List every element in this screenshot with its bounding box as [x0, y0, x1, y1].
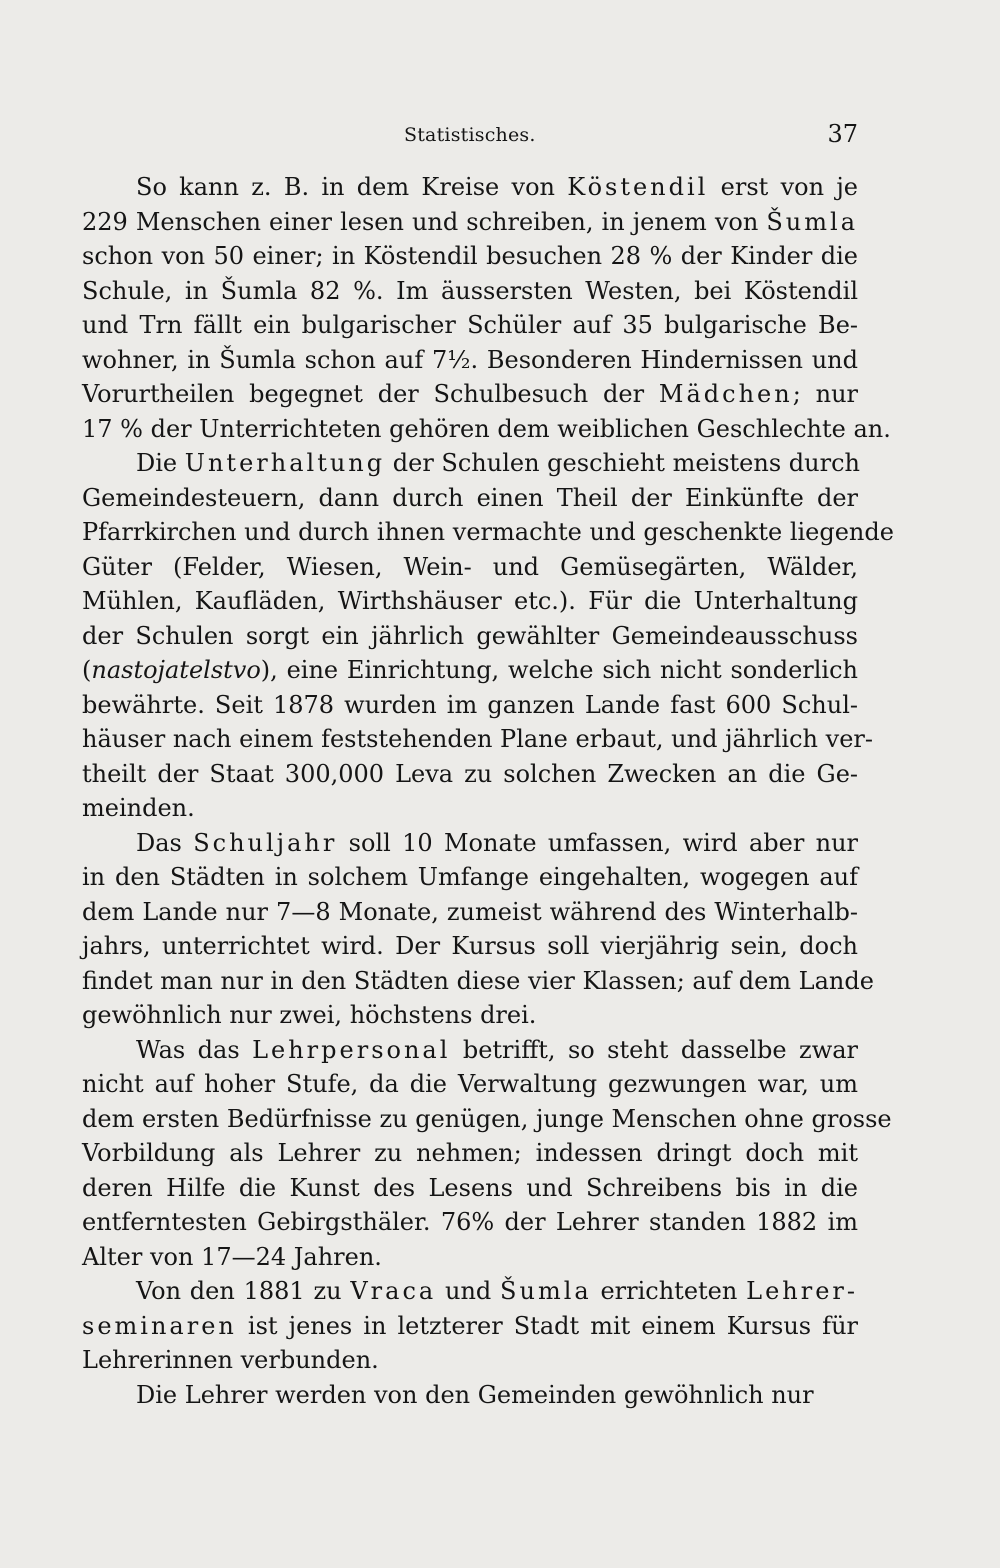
text-line [82, 1033, 858, 1068]
text-run: in den Städten in solchem Umfange eingehalten, wogegen auf [82, 863, 858, 891]
text-line [82, 412, 891, 447]
text-run: Die Lehrer werden von den Gemeinden gewöhnlich nur [136, 1380, 814, 1409]
paragraph [82, 170, 891, 446]
text-run: Vorurtheilen begegnet der Schulbesuch der [82, 380, 659, 408]
text-line [82, 860, 858, 895]
text-run: ), eine Einrichtung, welche sich nicht sonderlich [260, 656, 858, 684]
text-run: dem ersten Bedürfnisse zu genügen, junge Menschen ohne grosse [82, 1104, 892, 1133]
text-run: schon von 50 einer; in Köstendil besuchen 28 % der Kinder die [82, 242, 858, 270]
text-line [82, 1136, 858, 1171]
text-line [82, 757, 858, 792]
text-line [82, 619, 858, 654]
text-line [82, 274, 858, 309]
text-line [82, 1171, 858, 1206]
text-line [82, 1102, 892, 1137]
text-line [82, 998, 858, 1033]
text-run: Vorbildung als Lehrer zu nehmen; indessen dringt doch mit [82, 1139, 858, 1167]
text-line [82, 1309, 858, 1344]
text-line [82, 791, 858, 826]
text-run: häuser nach einem feststehenden Plane erbaut, und jährlich ver- [82, 725, 873, 753]
text-line [82, 1274, 858, 1309]
text-line [82, 929, 858, 964]
text-line [82, 722, 873, 757]
text-run: theilt der Staat 300,000 Leva zu solchen Zwecken an die Ge- [82, 759, 858, 788]
text-run: gewöhnlich nur zwei, höchstens drei. [82, 1001, 537, 1029]
spaced-text: Mädchen [658, 380, 793, 408]
body-text [82, 170, 894, 1412]
text-line [82, 1205, 858, 1240]
page-header [82, 120, 858, 154]
spaced-text: Lehrpersonal [252, 1035, 451, 1064]
spaced-text: Šumla [766, 207, 858, 236]
text-run: entferntesten Gebirgsthäler. 76% der Lehrer standen 1882 im [82, 1208, 858, 1236]
text-run: So kann z. B. in dem Kreise von [136, 173, 568, 201]
paragraph [82, 1378, 858, 1413]
text-run: Schule, in Šumla 82 %. Im äussersten Westen, bei Köstendil [82, 276, 858, 305]
spaced-text: Šumla [500, 1277, 592, 1305]
text-line [82, 205, 858, 240]
text-line [82, 481, 858, 516]
text-run: Güter (Felder, Wiesen, Wein- und Gemüsegärten, Wälder, [82, 552, 858, 581]
text-run: meinden. [82, 794, 195, 822]
text-line [82, 343, 858, 378]
text-run: der Schulen sorgt ein jährlich gewählter Gemeindeausschuss [82, 621, 858, 650]
text-line [82, 446, 858, 481]
text-run: ( [82, 656, 92, 684]
text-run: Lehrerinnen verbunden. [82, 1346, 379, 1374]
text-line [82, 895, 858, 930]
text-line [82, 515, 894, 550]
text-run: errichteten [591, 1277, 747, 1305]
text-run: 17 % der Unterrichteten gehören dem weiblichen Geschlechte an. [82, 414, 891, 443]
spaced-text: Unterhaltung [184, 449, 386, 477]
text-run: Das [136, 828, 194, 857]
running-head: Statistisches. [404, 124, 536, 146]
text-run: bewährte. Seit 1878 wurden im ganzen Lande fast 600 Schul- [82, 690, 858, 719]
text-run: erst von je [708, 173, 858, 201]
italic-text: nastojatelstvo [91, 656, 261, 684]
text-run: nicht auf hoher Stufe, da die Verwaltung gezwungen war, um [82, 1070, 858, 1098]
text-line [82, 377, 858, 412]
text-run: und [436, 1277, 501, 1305]
text-run: ist jenes in letzterer Stadt mit einem Kursus für [236, 1311, 858, 1340]
spaced-text: Köstendil [567, 173, 709, 201]
text-run: jahrs, unterrichtet wird. Der Kursus soll vierjährig sein, doch [82, 932, 858, 960]
paragraph [82, 1274, 858, 1378]
text-line [82, 1067, 858, 1102]
text-line [82, 550, 858, 585]
text-line [82, 308, 858, 343]
text-run: Von den 1881 zu [136, 1277, 351, 1305]
text-run: Mühlen, Kaufläden, Wirthshäuser etc.). Für die Unterhaltung [82, 587, 858, 615]
text-run: deren Hilfe die Kunst des Lesens und Schreibens bis in die [82, 1173, 858, 1202]
text-line [82, 964, 874, 999]
paragraph [82, 1033, 892, 1275]
text-run: findet man nur in den Städten diese vier Klassen; auf dem Lande [82, 966, 874, 995]
text-line [82, 688, 858, 723]
text-run: ; nur [792, 380, 858, 408]
text-line [82, 653, 858, 688]
spaced-text: Lehrer- [746, 1277, 858, 1305]
text-line [82, 170, 858, 205]
text-line [82, 239, 858, 274]
text-run: wohner, in Šumla schon auf 7½. Besonderen Hindernissen und [82, 345, 858, 374]
paragraph [82, 446, 894, 826]
text-line [82, 826, 858, 861]
text-run: Alter von 17—24 Jahren. [82, 1242, 382, 1271]
text-line [82, 1343, 858, 1378]
page-number: 37 [827, 120, 858, 148]
text-run: und Trn fällt ein bulgarischer Schüler auf 35 bulgarische Be- [82, 311, 858, 339]
text-run: Was das [136, 1035, 253, 1064]
spaced-text: Vraca [350, 1277, 437, 1305]
paragraph [82, 826, 874, 1033]
text-run: soll 10 Monate umfassen, wird aber nur [337, 828, 858, 857]
text-run: Pfarrkirchen und durch ihnen vermachte und geschenkte liegende [82, 518, 894, 546]
text-run: Gemeindesteuern, dann durch einen Theil der Einkünfte der [82, 483, 858, 512]
text-run: dem Lande nur 7—8 Monate, zumeist während des Winterhalb- [82, 897, 858, 926]
text-run: 229 Menschen einer lesen und schreiben, in jenem von [82, 207, 767, 236]
text-line [82, 1378, 858, 1413]
text-run: Die [136, 449, 185, 477]
text-run: der Schulen geschieht meistens durch [385, 449, 860, 477]
spaced-text: Schuljahr [193, 828, 338, 857]
text-line [82, 1240, 858, 1275]
text-run: betrifft, so steht dasselbe zwar [450, 1035, 859, 1064]
spaced-text: seminaren [82, 1311, 237, 1340]
text-line [82, 584, 858, 619]
